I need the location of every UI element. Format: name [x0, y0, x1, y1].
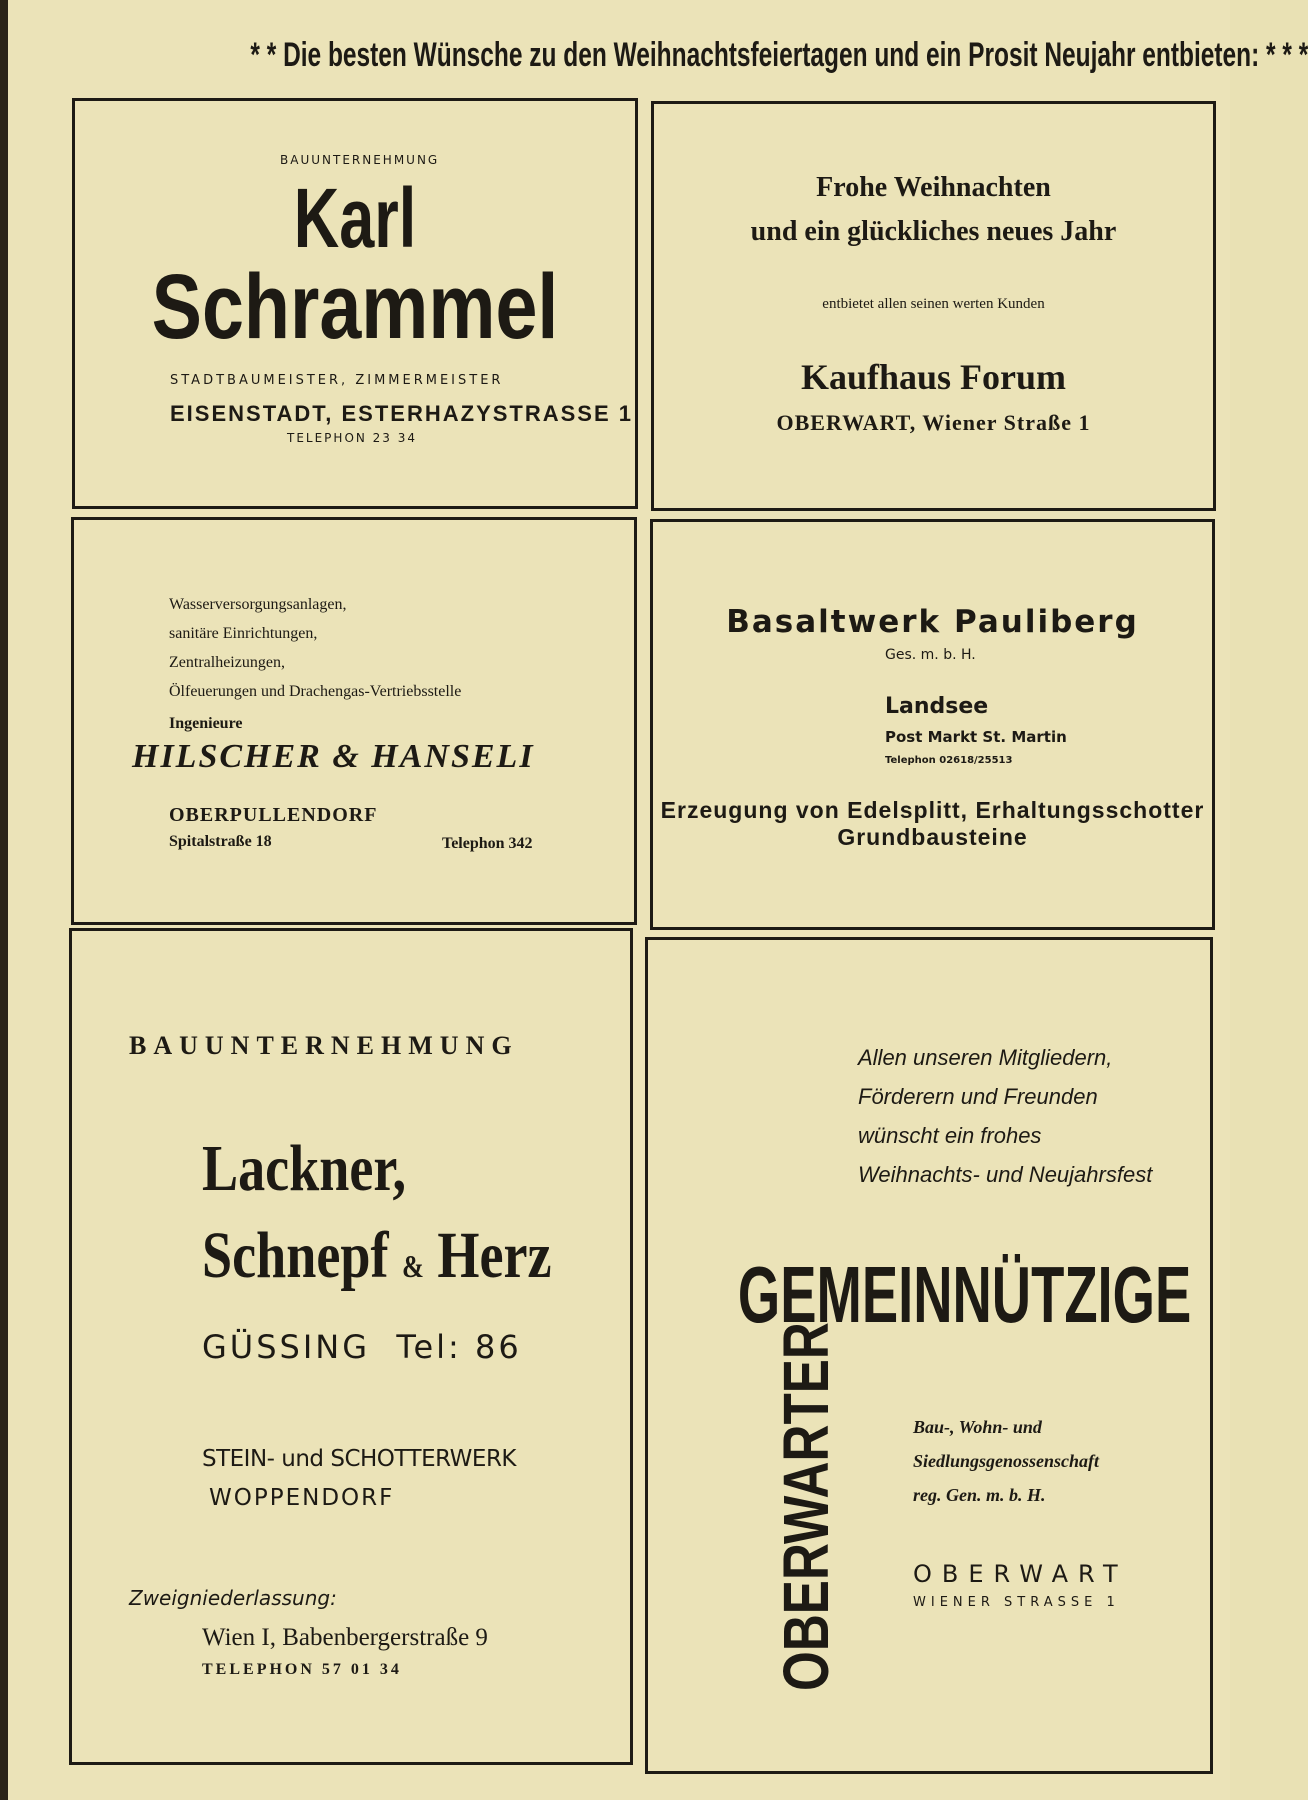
town: Landsee	[885, 694, 989, 719]
stars-right: * * *	[1266, 36, 1308, 74]
greeting-line1: Frohe Weihnachten	[816, 172, 1051, 203]
greeting	[858, 1038, 1152, 1194]
description	[913, 1410, 1099, 1512]
branch-address: Wien I, Babenbergerstraße 9	[202, 1624, 488, 1651]
headline-text: Die besten Wünsche zu den Weihnachtsfeiertagen und ein Prosit Neujahr entbieten:	[283, 36, 1260, 74]
works-line2: WOPPENDORF	[209, 1485, 395, 1511]
post: Post Markt St. Martin	[885, 728, 1067, 746]
ad-kaufhaus-forum	[651, 101, 1216, 511]
street: WIENER STRASSE 1	[913, 1595, 1120, 1610]
name-first: Karl	[293, 171, 417, 265]
name-last: Schrammel	[151, 256, 559, 358]
store-name: Kaufhaus Forum	[800, 357, 1067, 397]
service-line: Zentralheizungen,	[169, 654, 285, 671]
street: Spitalstraße 18	[169, 833, 272, 850]
headline-big: GEMEINNÜTZIGE	[737, 1250, 1192, 1339]
greeting-line2: und ein glückliches neues Jahr	[750, 216, 1117, 247]
ad-kind: BAUUNTERNEHMUNG	[129, 1031, 519, 1060]
address: EISENSTADT, ESTERHAZYSTRASSE 1	[170, 401, 633, 426]
ad-lackner-schnepf-herz	[69, 928, 633, 1765]
store-address: OBERWART, Wiener Straße 1	[776, 410, 1091, 435]
page-headline	[250, 36, 1308, 75]
service-line: Wasserversorgungsanlagen,	[169, 596, 347, 613]
name-line2	[202, 1219, 552, 1292]
ad-schrammel	[72, 98, 638, 509]
vertical-name: OBERWARTER	[770, 1322, 842, 1691]
town: OBERPULLENDORF	[169, 804, 378, 826]
legal-form: Ges. m. b. H.	[885, 647, 976, 663]
titles: STADTBAUMEISTER, ZIMMERMEISTER	[170, 373, 504, 388]
name-herz: Herz	[437, 1219, 552, 1292]
desc-line: Bau-, Wohn- und	[913, 1417, 1042, 1437]
role: Ingenieure	[169, 715, 243, 732]
name-line1: Lackner,	[202, 1132, 406, 1205]
products-line1: Erzeugung von Edelsplitt, Erhaltungsschotter	[660, 797, 1205, 823]
phone: Telephon 02618/25513	[885, 755, 1013, 766]
greeting-line: Weihnachts- und Neujahrsfest	[858, 1162, 1153, 1187]
ad-gemeinnuetzige	[645, 937, 1213, 1774]
town-phone: GÜSSING Tel: 86	[202, 1328, 522, 1366]
ampersand: &	[401, 1248, 424, 1284]
service-line: sanitäre Einrichtungen,	[169, 625, 318, 642]
company-name: HILSCHER & HANSELI	[132, 738, 535, 775]
phone: TELEPHON 57 01 34	[202, 1661, 402, 1678]
ad-basaltwerk	[650, 519, 1215, 930]
company-name: Basaltwerk Pauliberg	[726, 604, 1139, 640]
name-schnepf: Schnepf	[202, 1219, 389, 1292]
greeting-line: Allen unseren Mitgliedern,	[858, 1045, 1113, 1070]
works-line1: STEIN- und SCHOTTERWERK	[202, 1446, 517, 1472]
greeting-line: Förderern und Freunden	[858, 1084, 1098, 1109]
phone: TELEPHON 23 34	[287, 431, 418, 445]
desc-line: reg. Gen. m. b. H.	[913, 1485, 1046, 1505]
services-list	[169, 590, 461, 706]
town: OBERWART	[913, 1560, 1128, 1588]
stars-left: * *	[250, 36, 277, 74]
phone: Telephon 342	[442, 835, 533, 852]
ad-hilscher-hanseli	[71, 517, 637, 925]
branch-label: Zweigniederlassung:	[129, 1586, 337, 1610]
desc-line: Siedlungsgenossenschaft	[913, 1451, 1100, 1471]
ad-kind: BAUUNTERNEHMUNG	[280, 153, 440, 167]
service-line: Ölfeuerungen und Drachengas-Vertriebsstelle	[169, 683, 462, 700]
greeting-line: wünscht ein frohes	[858, 1123, 1042, 1148]
greeting-sub: entbietet allen seinen werten Kunden	[822, 296, 1045, 312]
products-line2: Grundbausteine	[837, 824, 1028, 850]
